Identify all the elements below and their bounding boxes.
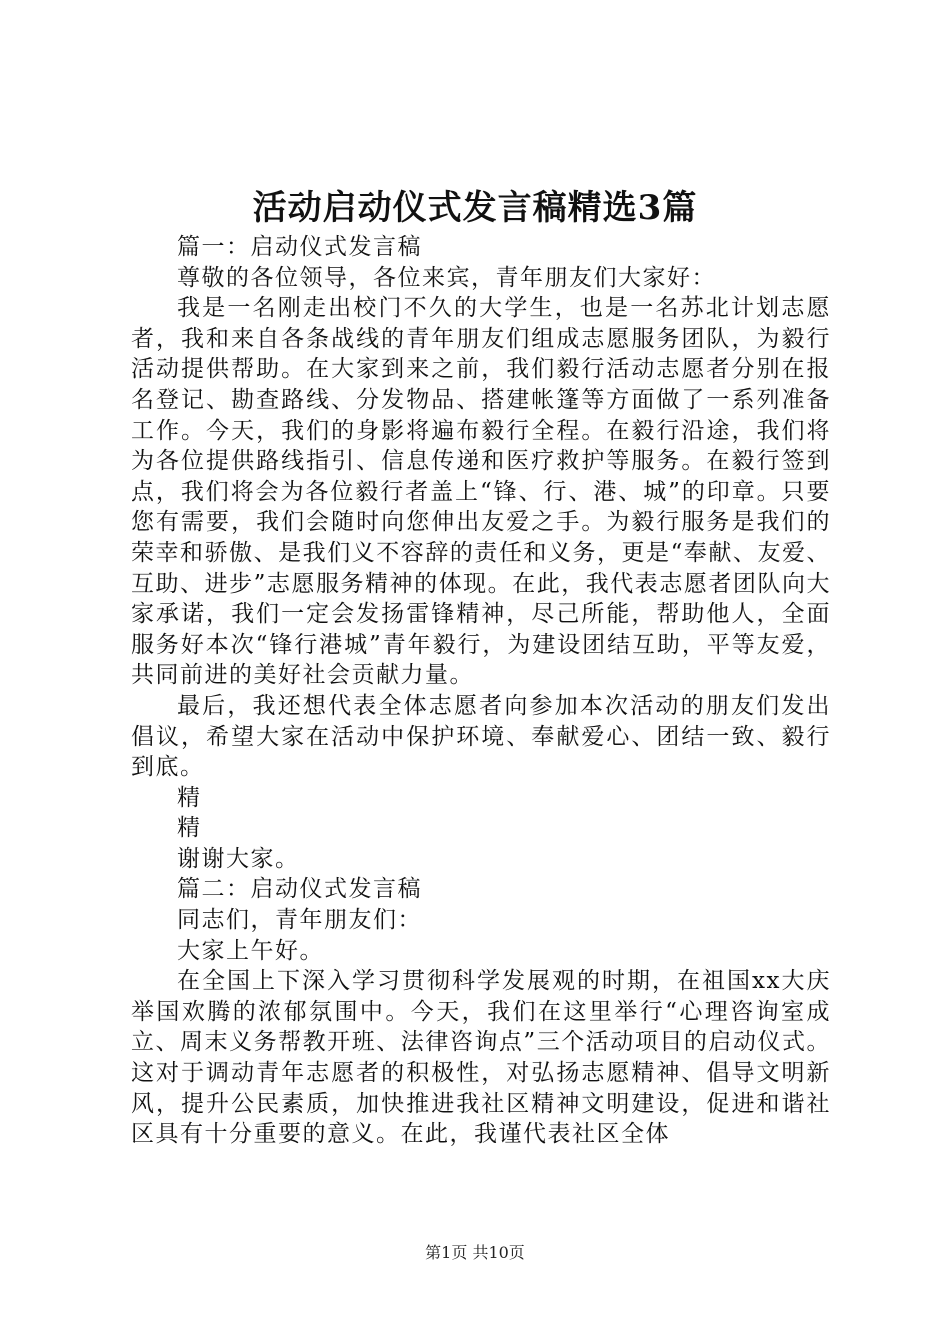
paragraph: 精 [177, 815, 202, 842]
section-heading-1: 篇一：启动仪式发言稿 [177, 234, 422, 260]
paragraph: 我是一名刚走出校门不久的大学生，也是一名苏北计划志愿者，我和来自各条战线的青年朋友们组成志愿服务团队，为毅行活动提供帮助。在大家到来之前，我们毅行活动志愿者分别在报名登记、勘查路线、分发物品、搭建帐篷等方面做了一系列准备工作。今天，我们的身影将遍布毅行全程。在毅行沿途，我们将为各位提供路线指引、信息传递和医疗救护等服务。在毅行签到点，我们将会为各位毅行者盖上“锋、行、港、城”的印章。只要您有需要，我们会随时向您伸出友爱之手。为毅行服务是我们的荣幸和骄傲、是我们义不容辞的责任和义务，更是“奉献、友爱、互助、进步”志愿服务精神的体现。在此，我代表志愿者团队向大家承诺，我们一定会发扬雷锋精神，尽己所能，帮助他人，全面服务好本次“锋行港城”青年毅行，为建设团结互助，平等友爱，共同前进的美好社会贡献力量。 [131, 295, 831, 689]
paragraph: 在全国上下深入学习贯彻科学发展观的时期，在祖国xx大庆举国欢腾的浓郁氛围中。今天，我们在这里举行“心理咨询室成立、周末义务帮教开班、法律咨询点”三个活动项目的启动仪式。这对于调动青年志愿者的积极性，对弘扬志愿精神、倡导文明新风，提升公民素质，加快推进我社区精神文明建设，促进和谐社区具有十分重要的意义。在此，我谨代表社区全体 [131, 968, 831, 1148]
document-body [131, 232, 831, 1150]
document-title: 活动启动仪式发言稿精选3篇 [252, 188, 698, 228]
page-footer: 第1页 共10页 [425, 1243, 525, 1262]
closing-thanks: 谢谢大家。 [177, 845, 300, 872]
paragraph: 最后，我还想代表全体志愿者向参加本次活动的朋友们发出倡议，希望大家在活动中保护环境、奉献爱心、团结一致、毅行到底。 [131, 692, 831, 781]
salutation-1: 尊敬的各位领导，各位来宾，青年朋友们大家好： [177, 264, 716, 291]
salutation-2: 同志们，青年朋友们： [177, 907, 422, 934]
greeting: 大家上午好。 [177, 937, 324, 964]
section-heading-2: 篇二：启动仪式发言稿 [177, 876, 422, 903]
paragraph: 精 [177, 784, 202, 811]
